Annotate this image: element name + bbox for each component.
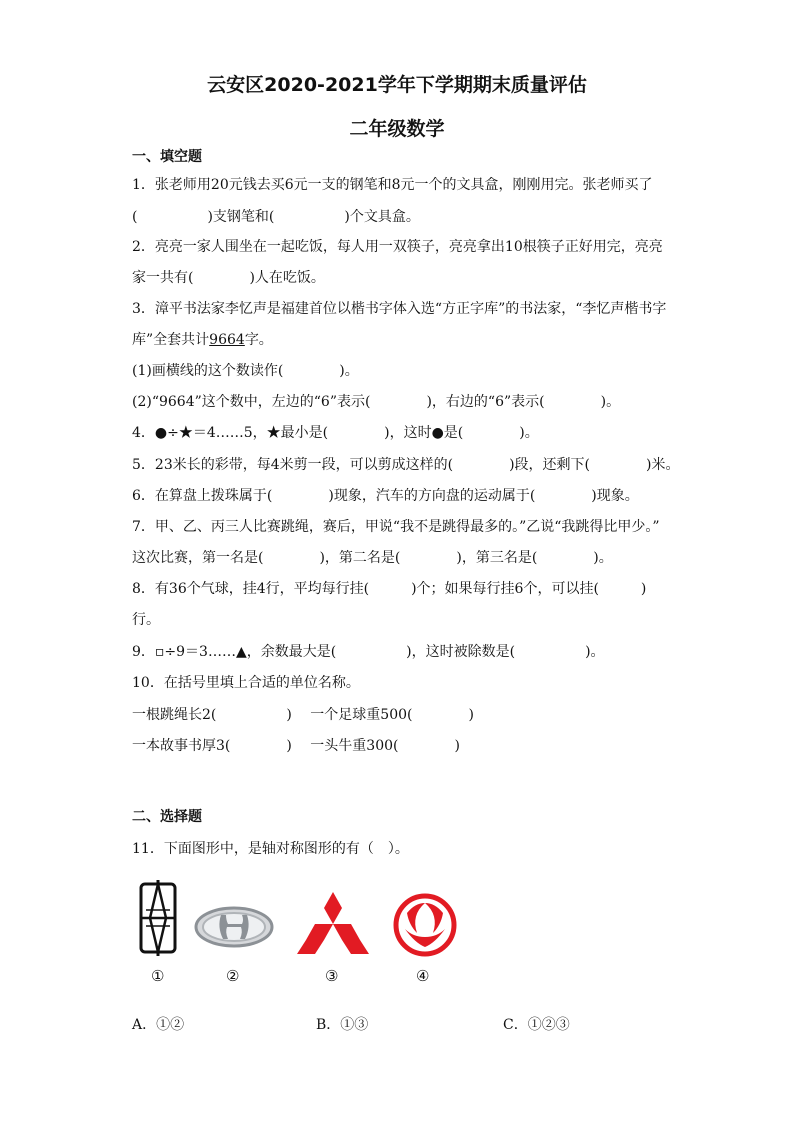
q3-line1: 3．漳平书法家李忆声是福建首位以楷书字体入选“方正字库”的书法家，“李忆声楷书字 [132,301,667,317]
q10-row1: 一根跳绳长2( ) 一个足球重500( ) [132,707,474,723]
figure-label-4: ④ [416,967,430,985]
q10: 10．在括号里填上合适的单位名称。 [132,675,360,691]
option-a: A．①② [132,1017,185,1033]
dongfeng-logo-icon [391,893,459,957]
figure-label-2: ② [226,967,240,985]
q3-sub1: (1)画横线的这个数读作( )。 [132,363,359,379]
q1-line1: 1．张老师用20元钱去买6元一支的钢笔和8元一个的文具盒，刚刚用完。张老师买了 [132,177,653,193]
exam-subtitle: 二年级数学 [349,118,445,140]
q11: 11．下面图形中，是轴对称图形的有（ ）。 [132,841,409,857]
q3-line2-prefix: 库”全套共计 [132,332,210,348]
q9: 9．▫÷9＝3……▲，余数最大是( )，这时被除数是( )。 [132,644,605,660]
q3-line2 [132,329,273,349]
exam-title: 云安区2020-2021学年下学期期末质量评估 [207,74,587,96]
q7-line1: 7．甲、乙、丙三人比赛跳绳，赛后，甲说“我不是跳得最多的。”乙说“我跳得比甲少。” [132,519,660,535]
underlined-number: 9664 [209,332,245,348]
lincoln-logo-icon [138,880,178,956]
q7-line2: 这次比赛，第一名是( )，第二名是( )，第三名是( )。 [132,550,613,566]
figure-label-3: ③ [325,967,339,985]
hyundai-logo-icon [193,905,275,949]
q2-line1: 2．亮亮一家人围坐在一起吃饭，每人用一双筷子，亮亮拿出10根筷子正好用完，亮亮 [132,239,663,255]
q3-line2-suffix: 字。 [244,332,273,348]
q3-sub2: (2)“9664”这个数中，左边的“6”表示( )，右边的“6”表示( )。 [132,394,621,410]
q5: 5．23米长的彩带，每4米剪一段，可以剪成这样的( )段，还剩下( )米。 [132,457,680,473]
figure-label-1: ① [151,967,165,985]
q8-line2: 行。 [132,612,160,628]
q6: 6．在算盘上拨珠属于( )现象，汽车的方向盘的运动属于( )现象。 [132,488,639,504]
option-c: C．①②③ [503,1017,570,1033]
q10-row2: 一本故事书厚3( ) 一头牛重300( ) [132,738,460,754]
mitsubishi-logo-icon [294,890,372,956]
option-b: B．①③ [316,1017,369,1033]
q8-line1: 8．有36个气球，挂4行，平均每行挂( )个；如果每行挂6个，可以挂( ) [132,581,647,597]
q1-line2: ( )支钢笔和( )个文具盒。 [132,209,420,225]
section-heading-fill-blank: 一、填空题 [132,149,202,165]
q4: 4．●÷★＝4……5，★最小是( )，这时●是( )。 [132,425,539,441]
q2-line2: 家一共有( )人在吃饭。 [132,270,325,286]
section-heading-choice: 二、选择题 [132,809,202,825]
